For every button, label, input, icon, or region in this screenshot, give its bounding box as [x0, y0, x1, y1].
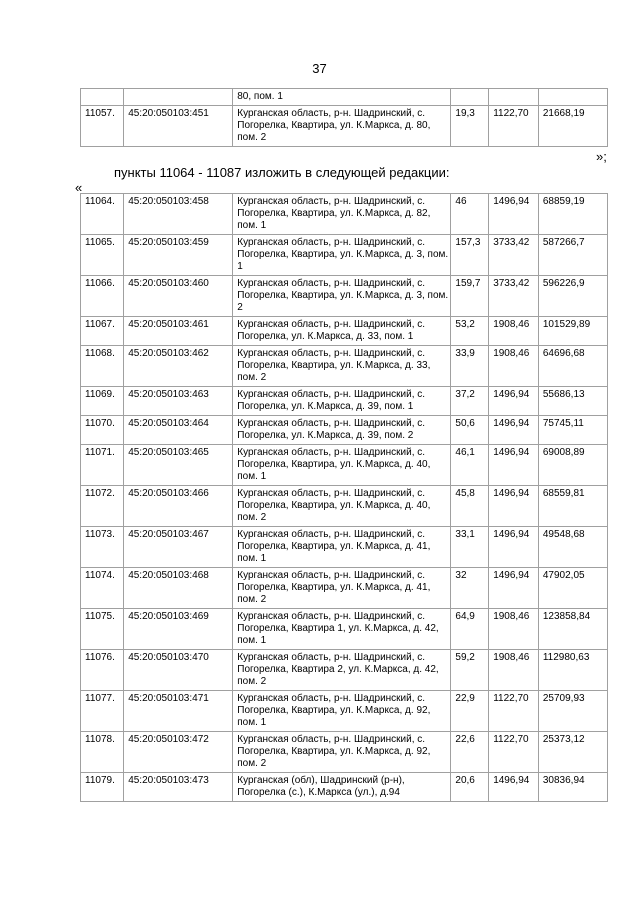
item-number-cell: 11071. — [81, 445, 124, 486]
rate-cell: 1908,46 — [489, 317, 539, 346]
cadastral-number-cell: 45:20:050103:471 — [124, 691, 233, 732]
cadastral-value-cell: 587266,7 — [538, 235, 607, 276]
cadastral-number-cell: 45:20:050103:464 — [124, 416, 233, 445]
cadastral-value-cell: 596226,9 — [538, 276, 607, 317]
area-cell: 45,8 — [451, 486, 489, 527]
area-cell: 46,1 — [451, 445, 489, 486]
cadastral-value-cell: 101529,89 — [538, 317, 607, 346]
address-cell: Курганская область, р-н. Шадринский, с. Погорелка, ул. К.Маркса, д. 39, пом. 2 — [233, 416, 451, 445]
area-cell: 33,9 — [451, 346, 489, 387]
item-number-cell: 11070. — [81, 416, 124, 445]
area-cell: 50,6 — [451, 416, 489, 445]
cadastral-number-cell — [124, 89, 233, 106]
table-row — [81, 445, 608, 486]
rate-cell: 1908,46 — [489, 346, 539, 387]
item-number-cell: 11076. — [81, 650, 124, 691]
rate-cell: 1496,94 — [489, 416, 539, 445]
address-cell: Курганская область, р-н. Шадринский, с. Погорелка, Квартира, ул. К.Маркса, д. 3, пом. 1 — [233, 235, 451, 276]
address-cell: Курганская область, р-н. Шадринский, с. Погорелка, Квартира, ул. К.Маркса, д. 80, пом. 2 — [233, 106, 451, 147]
cadastral-value-cell: 69008,89 — [538, 445, 607, 486]
rate-cell: 1496,94 — [489, 527, 539, 568]
cadastral-value-cell: 123858,84 — [538, 609, 607, 650]
item-number-cell: 11057. — [81, 106, 124, 147]
table-row — [81, 106, 608, 147]
table-row — [81, 609, 608, 650]
table-row — [81, 773, 608, 802]
cadastral-value-cell: 21668,19 — [538, 106, 607, 147]
cadastral-value-cell: 68859,19 — [538, 194, 607, 235]
cadastral-value-cell: 25709,93 — [538, 691, 607, 732]
cadastral-value-cell: 30836,94 — [538, 773, 607, 802]
property-table — [80, 193, 608, 802]
rate-cell — [489, 89, 539, 106]
rate-cell: 1122,70 — [489, 732, 539, 773]
cadastral-number-cell: 45:20:050103:469 — [124, 609, 233, 650]
area-cell: 32 — [451, 568, 489, 609]
area-cell: 53,2 — [451, 317, 489, 346]
cadastral-value-cell: 75745,11 — [538, 416, 607, 445]
table-row — [81, 527, 608, 568]
address-cell: Курганская область, р-н. Шадринский, с. Погорелка, Квартира, ул. К.Маркса, д. 33, пом. 2 — [233, 346, 451, 387]
amendment-instruction: пункты 11064 - 11087 изложить в следующей редакции: — [114, 165, 450, 180]
cadastral-value-cell: 49548,68 — [538, 527, 607, 568]
cadastral-value-cell: 47902,05 — [538, 568, 607, 609]
address-cell: 80, пом. 1 — [233, 89, 451, 106]
area-cell: 33,1 — [451, 527, 489, 568]
area-cell: 22,9 — [451, 691, 489, 732]
address-cell: Курганская область, р-н. Шадринский, с. Погорелка, Квартира 1, ул. К.Маркса, д. 42, пом. 1 — [233, 609, 451, 650]
table-row — [81, 650, 608, 691]
area-cell: 20,6 — [451, 773, 489, 802]
item-number-cell — [81, 89, 124, 106]
table-row — [81, 568, 608, 609]
address-cell: Курганская область, р-н. Шадринский, с. Погорелка, ул. К.Маркса, д. 39, пом. 1 — [233, 387, 451, 416]
cadastral-number-cell: 45:20:050103:473 — [124, 773, 233, 802]
rate-cell: 1496,94 — [489, 445, 539, 486]
area-cell: 19,3 — [451, 106, 489, 147]
table-row — [81, 194, 608, 235]
rate-cell: 1496,94 — [489, 486, 539, 527]
rate-cell: 3733,42 — [489, 235, 539, 276]
area-cell: 37,2 — [451, 387, 489, 416]
cadastral-number-cell: 45:20:050103:458 — [124, 194, 233, 235]
table-row — [81, 235, 608, 276]
cadastral-number-cell: 45:20:050103:466 — [124, 486, 233, 527]
rate-cell: 1908,46 — [489, 650, 539, 691]
item-number-cell: 11072. — [81, 486, 124, 527]
item-number-cell: 11068. — [81, 346, 124, 387]
area-cell: 159,7 — [451, 276, 489, 317]
rate-cell: 3733,42 — [489, 276, 539, 317]
cadastral-number-cell: 45:20:050103:461 — [124, 317, 233, 346]
item-number-cell: 11073. — [81, 527, 124, 568]
table-row — [81, 486, 608, 527]
cadastral-number-cell: 45:20:050103:462 — [124, 346, 233, 387]
item-number-cell: 11078. — [81, 732, 124, 773]
item-number-cell: 11069. — [81, 387, 124, 416]
table-row — [81, 732, 608, 773]
table-row — [81, 317, 608, 346]
cadastral-number-cell: 45:20:050103:459 — [124, 235, 233, 276]
area-cell: 22,6 — [451, 732, 489, 773]
rate-cell: 1908,46 — [489, 609, 539, 650]
item-number-cell: 11067. — [81, 317, 124, 346]
address-cell: Курганская область, р-н. Шадринский, с. Погорелка, Квартира, ул. К.Маркса, д. 82, пом. 1 — [233, 194, 451, 235]
item-number-cell: 11079. — [81, 773, 124, 802]
cadastral-number-cell: 45:20:050103:470 — [124, 650, 233, 691]
cadastral-number-cell: 45:20:050103:468 — [124, 568, 233, 609]
item-number-cell: 11064. — [81, 194, 124, 235]
table-row — [81, 276, 608, 317]
table-row — [81, 346, 608, 387]
rate-cell: 1496,94 — [489, 568, 539, 609]
address-cell: Курганская область, р-н. Шадринский, с. Погорелка, Квартира 2, ул. К.Маркса, д. 42, пом. 2 — [233, 650, 451, 691]
area-cell: 59,2 — [451, 650, 489, 691]
cadastral-number-cell: 45:20:050103:460 — [124, 276, 233, 317]
rate-cell: 1496,94 — [489, 387, 539, 416]
cadastral-value-cell: 55686,13 — [538, 387, 607, 416]
table-row — [81, 387, 608, 416]
address-cell: Курганская область, р-н. Шадринский, с. Погорелка, Квартира, ул. К.Маркса, д. 92, пом. 2 — [233, 732, 451, 773]
page-number: 37 — [312, 61, 327, 76]
cadastral-number-cell: 45:20:050103:463 — [124, 387, 233, 416]
item-number-cell: 11066. — [81, 276, 124, 317]
opening-quote: « — [75, 180, 83, 195]
address-cell: Курганская область, р-н. Шадринский, с. Погорелка, Квартира, ул. К.Маркса, д. 41, пом. 2 — [233, 568, 451, 609]
cadastral-value-cell: 25373,12 — [538, 732, 607, 773]
address-cell: Курганская (обл), Шадринский (р-н), Погорелка (с.), К.Маркса (ул.), д.94 — [233, 773, 451, 802]
area-cell: 46 — [451, 194, 489, 235]
area-cell — [451, 89, 489, 106]
cadastral-number-cell: 45:20:050103:472 — [124, 732, 233, 773]
cadastral-value-cell: 112980,63 — [538, 650, 607, 691]
address-cell: Курганская область, р-н. Шадринский, с. Погорелка, Квартира, ул. К.Маркса, д. 3, пом. 2 — [233, 276, 451, 317]
table-row — [81, 89, 608, 106]
closing-quote: »; — [596, 149, 607, 164]
table-row — [81, 416, 608, 445]
item-number-cell: 11075. — [81, 609, 124, 650]
item-number-cell: 11065. — [81, 235, 124, 276]
table-row — [81, 691, 608, 732]
area-cell: 157,3 — [451, 235, 489, 276]
rate-cell: 1496,94 — [489, 773, 539, 802]
address-cell: Курганская область, р-н. Шадринский, с. Погорелка, Квартира, ул. К.Маркса, д. 40, пом. 1 — [233, 445, 451, 486]
area-cell: 64,9 — [451, 609, 489, 650]
rate-cell: 1496,94 — [489, 194, 539, 235]
rate-cell: 1122,70 — [489, 691, 539, 732]
address-cell: Курганская область, р-н. Шадринский, с. Погорелка, Квартира, ул. К.Маркса, д. 92, пом. 1 — [233, 691, 451, 732]
address-cell: Курганская область, р-н. Шадринский, с. Погорелка, Квартира, ул. К.Маркса, д. 41, пом. 1 — [233, 527, 451, 568]
cadastral-value-cell: 64696,68 — [538, 346, 607, 387]
cadastral-value-cell: 68559,81 — [538, 486, 607, 527]
cadastral-value-cell — [538, 89, 607, 106]
address-cell: Курганская область, р-н. Шадринский, с. Погорелка, ул. К.Маркса, д. 33, пом. 1 — [233, 317, 451, 346]
continued-table — [80, 88, 608, 147]
rate-cell: 1122,70 — [489, 106, 539, 147]
cadastral-number-cell: 45:20:050103:467 — [124, 527, 233, 568]
address-cell: Курганская область, р-н. Шадринский, с. Погорелка, Квартира, ул. К.Маркса, д. 40, пом. 2 — [233, 486, 451, 527]
item-number-cell: 11074. — [81, 568, 124, 609]
item-number-cell: 11077. — [81, 691, 124, 732]
cadastral-number-cell: 45:20:050103:451 — [124, 106, 233, 147]
cadastral-number-cell: 45:20:050103:465 — [124, 445, 233, 486]
